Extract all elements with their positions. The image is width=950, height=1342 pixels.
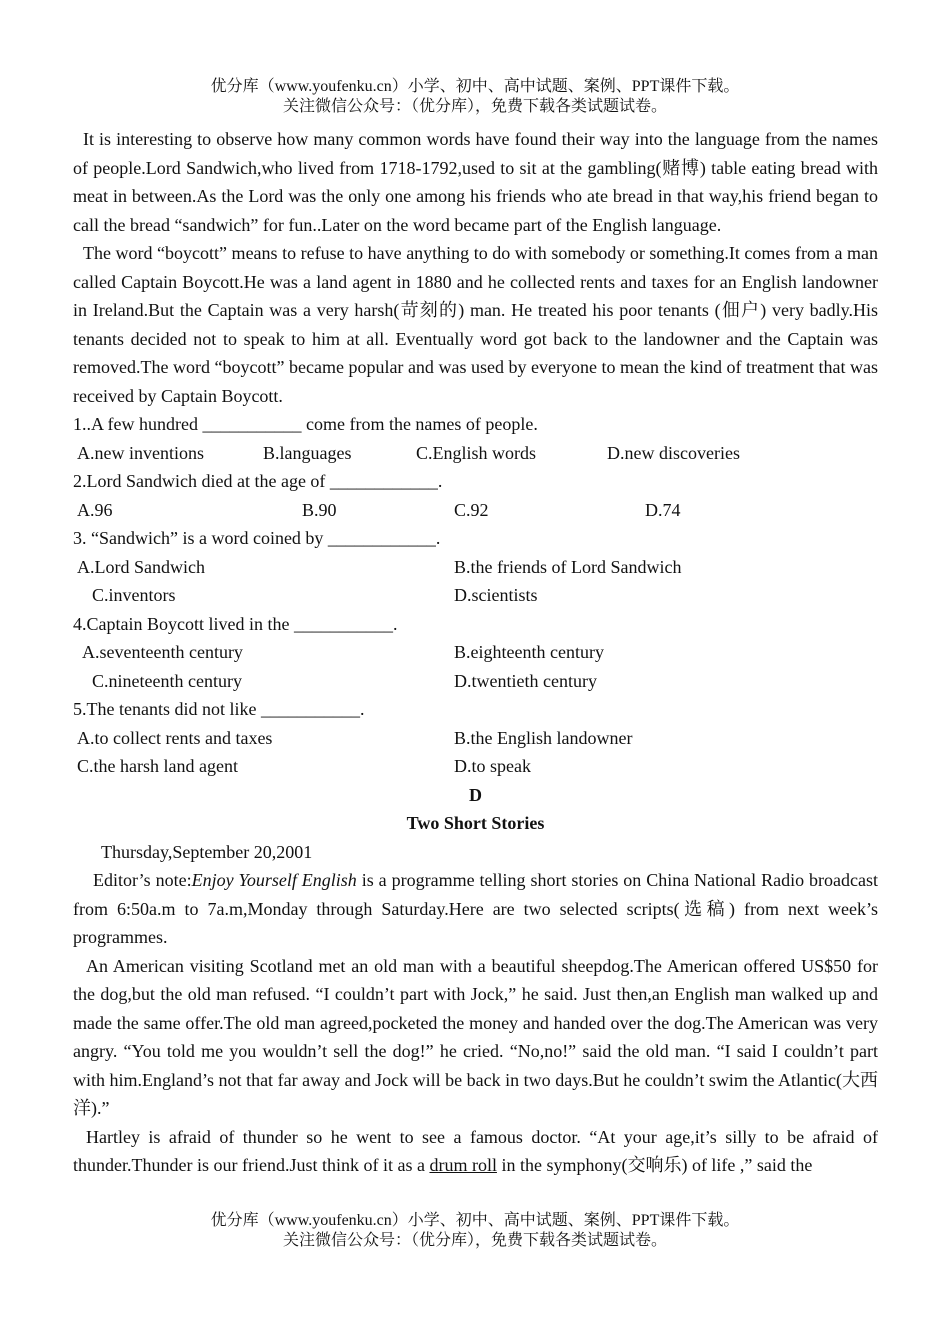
question-3-option-c: C.inventors — [92, 585, 176, 605]
footer-line-2: 关注微信公众号：（优分库），免费下载各类试题试卷。 — [282, 1232, 667, 1249]
question-3-option-d: D.scientists — [454, 585, 538, 605]
question-1-stem: 1..A few hundred ___________ come from the names of people. — [73, 414, 538, 434]
question-1-option-d: D.new discoveries — [607, 442, 740, 463]
question-4-option-d: D.twentieth century — [454, 670, 597, 691]
question-5-option-b: B.the English landowner — [454, 727, 633, 748]
page-header — [0, 77, 950, 117]
header-line-1: 优分库（www.youfenku.cn）小学、初中、高中试题、案例、PPT课件下载。 — [210, 78, 740, 95]
question-1-option-c: C.English words — [416, 442, 537, 463]
story-2-text-after: in the symphony(交响乐) of life ,” said the — [496, 1155, 813, 1175]
footer-line-1: 优分库（www.youfenku.cn）小学、初中、高中试题、案例、PPT课件下载。 — [210, 1212, 740, 1229]
question-2-option-a: A.96 — [77, 499, 113, 520]
section-d-title: Two Short Stories — [406, 813, 545, 833]
passage-c-paragraph-1: It is interesting to observe how many common words have found their way into the language from the names of people.Lord Sandwich,who lived from 1718-1792,used to sit at the gambling(赌博) table eating bread with meat in between.As the Lord was the only one among his friends who ate bread in that way,his friend began to call the bread “sandwich” for fun..Later on the word became part of the English language. — [73, 129, 878, 235]
section-d-date: Thursday,September 20,2001 — [101, 841, 313, 862]
editor-note-body: is a programme telling short stories on China National Radio broadcast from 6:50a.m to 7a.m,Monday through Saturday.Here are two selected scripts(选稿) from next week’s programmes. — [73, 870, 878, 947]
question-5-option-d: D.to speak — [454, 756, 531, 776]
section-d-label: D — [469, 784, 482, 805]
question-4-stem: 4.Captain Boycott lived in the ___________. — [73, 613, 398, 634]
question-4-options-row-1 — [73, 638, 878, 667]
question-5-options-row-1 — [73, 724, 878, 753]
question-2-options — [73, 496, 878, 525]
editor-note-program-name: Enjoy Yourself English — [191, 870, 357, 890]
question-5-options-row-2 — [73, 752, 878, 781]
question-5-stem: 5.The tenants did not like ___________. — [73, 699, 365, 719]
page-footer — [0, 1211, 950, 1251]
question-2-option-c: C.92 — [454, 499, 489, 520]
story-2-underlined-term: drum roll — [429, 1155, 497, 1175]
question-2-option-d: D.74 — [645, 499, 681, 520]
question-4-option-b: B.eighteenth century — [454, 642, 604, 662]
story-2-text-before: Hartley is afraid of thunder so he went to see a famous doctor. “At your age,it’s silly to be afraid of thunder.Thunder is our friend.Just think of it as a — [73, 1126, 878, 1175]
question-3-options-row-1 — [73, 553, 878, 582]
question-4-option-a: A.seventeenth century — [82, 642, 243, 662]
story-2-paragraph — [73, 1123, 878, 1180]
question-3-options-row-2 — [73, 581, 878, 610]
question-1-options — [73, 439, 878, 468]
question-1-option-b: B.languages — [263, 442, 352, 463]
question-1-option-a: A.new inventions — [77, 442, 204, 463]
story-1-paragraph: An American visiting Scotland met an old man with a beautiful sheepdog.The American offered US$50 for the dog,but the old man refused. “I couldn’t part with Jock,” he said. Just then,an English man walked up and made the same offer.The old man agreed,pocketed the money and handed over the dog.The American was very angry. “You told me you wouldn’t sell the dog!” he cried. “No,no!” said the old man. “I said I couldn’t part with him.England’s not that far away and Jock will be back in two days.But he couldn’t swim the Atlantic(大西洋).” — [73, 955, 878, 1118]
editor-note-prefix: Editor’s note: — [93, 870, 192, 890]
header-line-2: 关注微信公众号：（优分库），免费下载各类试题试卷。 — [282, 98, 667, 115]
question-4-option-c: C.nineteenth century — [92, 670, 242, 691]
editor-note — [73, 866, 878, 952]
question-3-option-b: B.the friends of Lord Sandwich — [454, 556, 682, 577]
passage-c-paragraph-2: The word “boycott” means to refuse to have anything to do with somebody or something.It comes from a man called Captain Boycott.He was a land agent in 1880 and he collected rents and taxes for an English landowner in Ireland.But the Captain was a very harsh(苛刻的) man. He treated his poor tenants (佃户) very badly.His tenants decided not to speak to him at all. Eventually word got back to the landowner and the Captain was removed.The word “boycott” became popular and was used by everyone to mean the kind of treatment that was received by Captain Boycott. — [73, 243, 878, 406]
page-content — [73, 125, 878, 1180]
question-2-option-b: B.90 — [302, 499, 337, 520]
question-4-options-row-2 — [73, 667, 878, 696]
question-3-stem: 3. “Sandwich” is a word coined by ____________. — [73, 528, 441, 548]
question-5-option-c: C.the harsh land agent — [77, 756, 238, 776]
question-5-option-a: A.to collect rents and taxes — [77, 727, 273, 748]
question-3-option-a: A.Lord Sandwich — [77, 556, 205, 577]
question-2-stem: 2.Lord Sandwich died at the age of ____________. — [73, 471, 443, 491]
